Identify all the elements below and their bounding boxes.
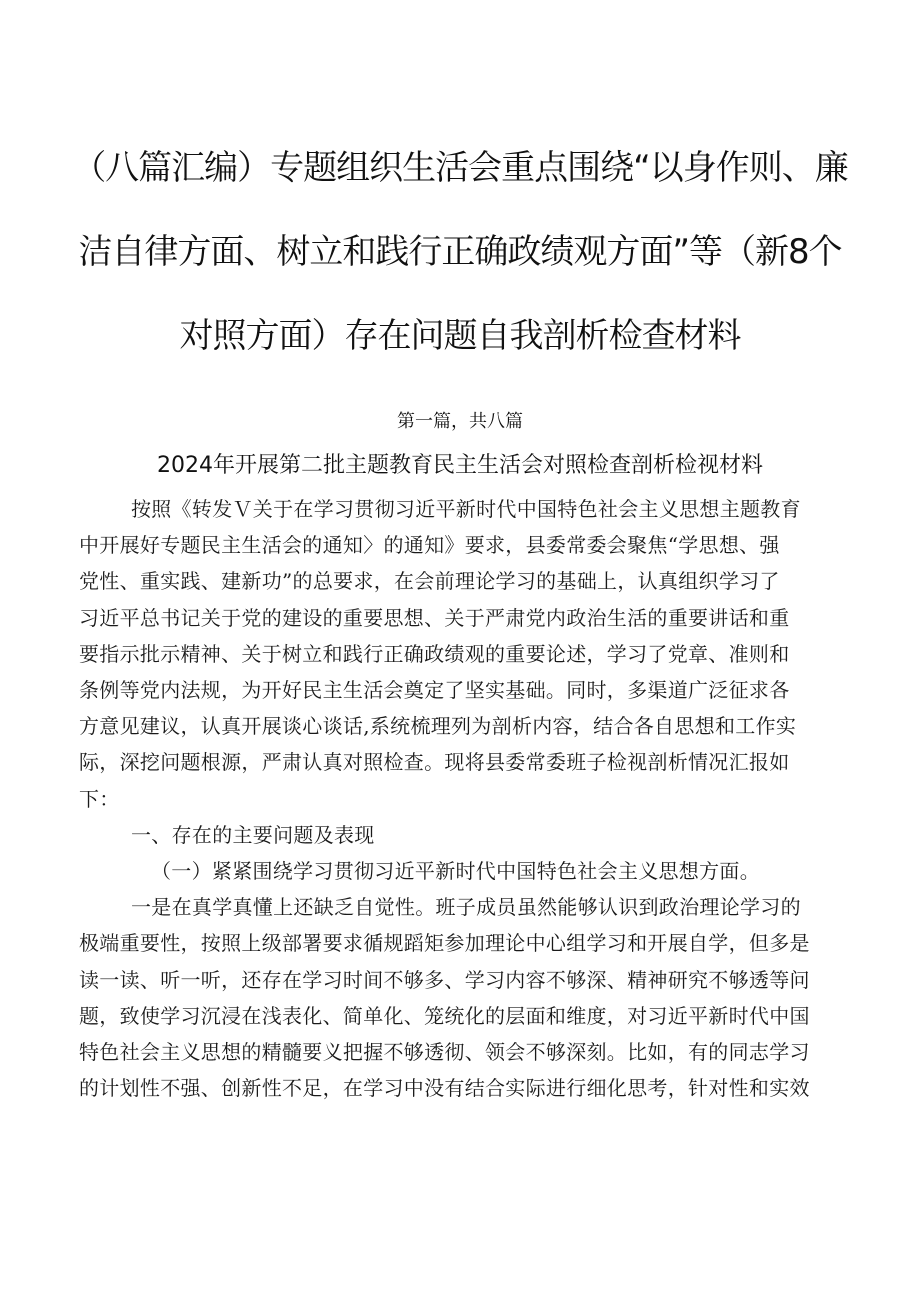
subsection-heading <box>79 853 855 889</box>
document-body <box>79 491 855 1106</box>
document-title <box>60 126 860 378</box>
text-line: 一是在真学真懂上还缺乏自觉性。班子成员虽然能够认识到政治理论学习的 <box>131 895 801 920</box>
text-line: 的计划性不强、创新性不足，在学习中没有结合实际进行细化思考，针对性和实效 <box>79 1076 810 1101</box>
subsection-heading-text: （一）紧紧围绕学习贯彻习近平新时代中国特色社会主义思想方面。 <box>151 859 760 884</box>
text-line: 际，深挖问题根源，严肃认真对照检查。现将县委常委班子检视剖析情况汇报如 <box>79 750 790 775</box>
text-line: 特色社会主义思想的精髓要义把握不够透彻、领会不够深刻。比如，有的同志学习 <box>79 1040 810 1065</box>
text-line: 习近平总书记关于党的建设的重要思想、关于严肃党内政治生活的重要讲话和重 <box>79 605 790 630</box>
text-line: 按照《转发Ｖ关于在学习贯彻习近平新时代中国特色社会主义思想主题教育 <box>131 497 801 521</box>
text-line: 党性、重实践、建新功”的总要求，在会前理论学习的基础上，认真组织学习了 <box>79 569 780 594</box>
text-line: 中开展好专题民主生活会的通知〉的通知》要求，县委常委会聚焦“学思想、强 <box>79 533 780 558</box>
title-line: （八篇汇编）专题组织生活会重点围绕“以身作则、廉 <box>72 148 848 188</box>
text-line: 极端重要性，按照上级部署要求循规蹈矩参加理论中心组学习和开展自学，但多是 <box>79 931 810 956</box>
section-subtitle: 2024年开展第二批主题教育民主生活会对照检查剖析检视材料 <box>157 453 763 478</box>
section-heading-text: 一、存在的主要问题及表现 <box>131 822 375 847</box>
title-line: 对照方面）存在问题自我剖析检查材料 <box>179 316 741 356</box>
text-line: 下： <box>79 786 120 811</box>
title-line: 洁自律方面、树立和践行正确政绩观方面”等（新8个 <box>78 232 842 272</box>
text-line: 方意见建议，认真开展谈心谈话,系统梳理列为剖析内容，结合各自思想和工作实 <box>79 714 797 739</box>
text-line: 要指示批示精神、关于树立和践行正确政绩观的重要论述，学习了党章、准则和 <box>79 641 790 666</box>
text-line: 题，致使学习沉浸在浅表化、简单化、笼统化的层面和维度，对习近平新时代中国 <box>79 1003 810 1028</box>
part-label: 第一篇，共八篇 <box>397 411 523 432</box>
body-paragraph <box>79 889 855 1106</box>
text-line: 条例等党内法规，为开好民主生活会奠定了坚实基础。同时，多渠道广泛征求各 <box>79 678 790 703</box>
intro-paragraph <box>79 491 855 817</box>
text-line: 读一读、听一听，还存在学习时间不够多、学习内容不够深、精神研究不够透等问 <box>79 967 810 992</box>
section-heading <box>79 817 855 853</box>
